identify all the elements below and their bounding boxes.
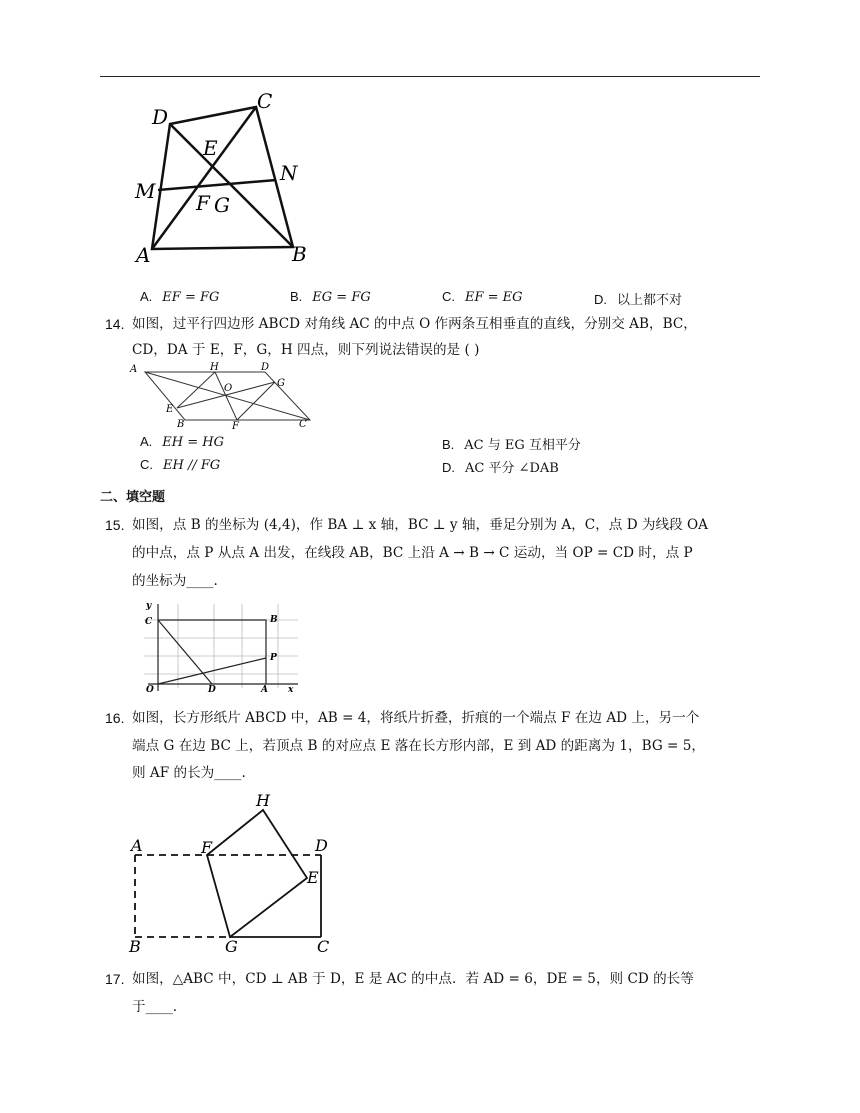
q13-figure — [130, 85, 320, 270]
q13-label: F — [196, 191, 210, 215]
q14-label: B — [177, 419, 185, 430]
q16-label: C — [317, 937, 330, 956]
q13-label: A — [136, 243, 151, 267]
q15-number: 15. — [105, 517, 125, 533]
q15-label: y — [146, 601, 152, 611]
q14-label: E — [166, 404, 174, 415]
q14-label: F — [232, 421, 239, 432]
q14-option-d[interactable]: D. AC 平分 ∠DAB — [442, 460, 559, 476]
q16-number: 16. — [105, 710, 125, 726]
q13-label: C — [257, 89, 273, 113]
q17-text-line2: 于____. — [132, 999, 178, 1015]
q13-label: D — [152, 105, 169, 129]
q15-label: B — [270, 615, 278, 625]
q17-text-line1: 如图，△ABC 中，CD ⊥ AB 于 D，E 是 AC 的中点．若 AD = 6，DE = 5，则 CD 的长等 — [132, 971, 694, 987]
q16-text-line3: 则 AF 的长为____. — [132, 765, 246, 781]
q14-label: G — [277, 378, 285, 389]
q16-label: F — [201, 838, 213, 857]
q15-text-line2: 的中点，点 P 从点 A 出发，在线段 AB，BC 上沿 A → B → C 运动，当 OP = CD 时，点 P — [132, 545, 693, 561]
q14-text-line1: 如图，过平行四边形 ABCD 对角线 AC 的中点 O 作两条互相垂直的直线，分别交 AB，BC， — [132, 316, 697, 332]
q13-label: G — [214, 193, 230, 217]
q16-label: B — [129, 937, 141, 956]
q14-label: O — [224, 383, 233, 394]
q14-label: D — [261, 362, 270, 373]
q13-option-b[interactable]: B. EG = FG — [290, 289, 371, 305]
q13-option-d[interactable]: D. 以上都不对 — [594, 292, 683, 308]
q15-label: O — [146, 685, 154, 695]
q14-label: A — [130, 364, 138, 375]
q13-label: E — [203, 136, 218, 160]
q17-number: 17. — [105, 971, 125, 987]
q13-option-a[interactable]: A. EF = FG — [140, 289, 220, 305]
q16-label: A — [131, 836, 143, 855]
q13-option-c[interactable]: C. EF = EG — [442, 289, 523, 305]
q16-figure — [125, 790, 345, 960]
q16-label: G — [225, 937, 238, 956]
q13-label: N — [280, 161, 298, 185]
q14-text-line2: CD，DA 于 E，F，G，H 四点，则下列说法错误的是 ( ) — [132, 342, 480, 358]
q14-option-c[interactable]: C. EH // FG — [140, 457, 221, 473]
q16-text-line2: 端点 G 在边 BC 上，若顶点 B 的对应点 E 落在长方形内部，E 到 AD 的距离为 1，BG = 5， — [132, 738, 705, 754]
q15-label: D — [208, 685, 216, 695]
q15-text-line1: 如图，点 B 的坐标为 (4,4)，作 BA ⊥ x 轴，BC ⊥ y 轴，垂足分别为 A，C，点 D 为线段 OA — [132, 517, 708, 533]
q14-option-a[interactable]: A. EH = HG — [140, 434, 225, 450]
q15-label: A — [261, 685, 268, 695]
section-title: 二、填空题 — [100, 489, 166, 504]
q14-number: 14. — [105, 316, 125, 332]
q15-label: P — [270, 653, 277, 663]
q14-option-b[interactable]: B. AC 与 EG 互相平分 — [442, 437, 581, 453]
q15-figure — [138, 598, 308, 698]
q15-text-line3: 的坐标为____. — [132, 573, 218, 589]
q14-label: C — [299, 419, 307, 430]
q15-label: C — [145, 617, 153, 627]
q16-label: H — [256, 791, 270, 810]
q15-label: x — [288, 685, 294, 695]
header-rule — [100, 76, 760, 77]
q13-label: B — [292, 242, 307, 266]
q14-figure — [125, 360, 325, 432]
q14-label: H — [210, 362, 219, 373]
q13-label: M — [135, 179, 156, 203]
q16-text-line1: 如图，长方形纸片 ABCD 中，AB = 4，将纸片折叠，折痕的一个端点 F 在边 AD 上，另一个 — [132, 710, 700, 726]
q16-label: D — [315, 836, 328, 855]
q16-label: E — [307, 868, 319, 887]
